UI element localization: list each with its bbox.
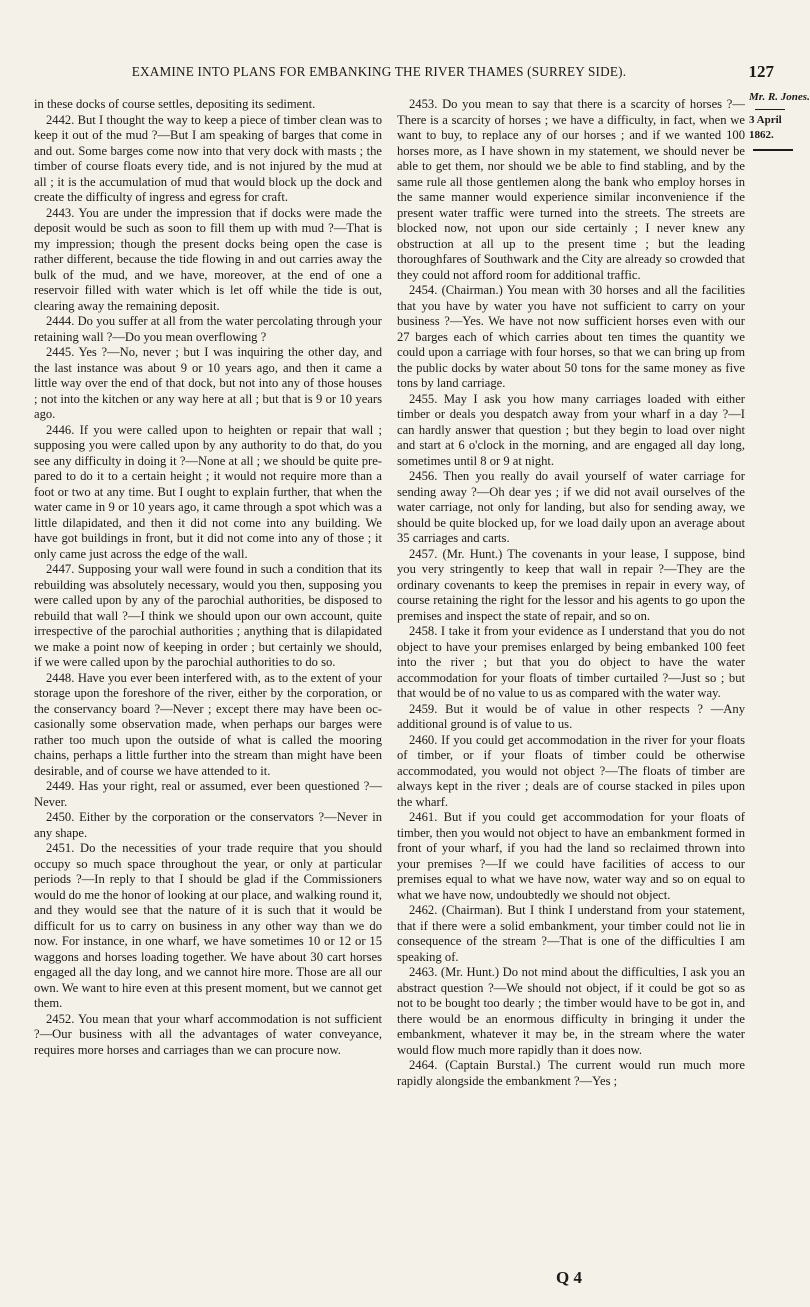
paragraph: 2452. You mean that your wharf accommodation is not sufficient ?—Our business with all the advantages of water conveyance, requires more horses and carriages than we can procure now. (34, 1011, 382, 1057)
page-number: 127 (748, 62, 774, 81)
page-header (34, 62, 774, 86)
paragraph: 2451. Do the necessities of your trade require that you should occupy so much space throughout the year, or only at particular periods ?—In reply to that I should be glad if the Commissioners would do me the honor of looking at our place, and walking round it, and they would see that the nature of it is such that it would be difficult for us to carry on business in any other way than we do now. For instance, in one wharf, we have sometimes 10 or 12 or 15 waggons and horses loading together. We have about 30 cart horses engaged all the day long, and we cannot hire more. Those are all our own. We want to hire even at this present moment, but we cannot get them. (34, 841, 383, 1010)
witness-name: Mr. R. Jones. (749, 91, 810, 103)
paragraph: 2454. (Chairman.) You mean with 30 horses and all the facilities that you have by water you have not sufficient to carry on your business ?—Yes. We have not now sufficient horses even with our 27 barges each of which carries about ten times the quantity we could upon a carriage with four horses, so that we can bring up from the public docks by water about 50 tons for the same money as five tons by land carriage. (397, 283, 745, 390)
paragraph: 2462. (Chairman). But I think I understand from your statement, that if there were a solid embankment, your timber could not lie in consequence of the stream ?—That is one of the difficulties I am speaking of. (397, 903, 745, 964)
paragraph: 2453. Do you mean to say that there is a scarcity of horses ?—There is a scarcity of horses ; we have a difficulty, in fact, when we want to buy, to replace any of our horses ; and if we wanted 100 horses more, as I have shown in my statement, we should never be able to get them, nor should we be able to find stabling, and by the same rule all those gentlemen along the bank who employ horses in the same manner would experience similar inconvenience if the present water traffic were turned into the streets. The streets are blocked now, not upon our side certainly ; I never knew any obstruction at all up to the present time ; but the leading thoroughfares of Southwark and the City are already so crowded that they could not afford room for additional traffic. (397, 97, 745, 282)
paragraph: 2449. Has your right, real or assumed, ever been questioned ?—Never. (34, 779, 382, 809)
paragraph: 2457. (Mr. Hunt.) The covenants in your lease, I suppose, bind you very stringently to keep that wall in repair ?—They are the ordinary covenants to keep the premises in repair in every way, of course retaining the right for the lessor and his agents to go upon the premises and inspect the state of repair, and so on. (397, 546, 745, 623)
paragraph: 2444. Do you suffer at all from the water percolating through your retaining wall ?—Do you mean overflowing ? (34, 314, 382, 344)
signature-mark: Q 4 (556, 1268, 582, 1287)
paragraph: 2446. If you were called upon to heighten or repair that wall ; supposing you were called upon by any authority to do that, do you see any difficulty in doing it ?—None at all ; we should be quite prepared to do it to a certain height ; it would not require more than a foot or two at any time. But I ought to explain further, that when the water came in 9 or 10 years ago, it came through a spot which was a little dilapidated, and then it did not come into any building. We have got buildings in front, but it did not come into any of those ; it only came just across the edge of the wall. (34, 422, 382, 561)
paragraph: 2442. But I thought the way to keep a piece of timber clean was to keep it out of the mud ?—But I am speaking of barges that come in and out. Some barges come now into that very dock with masts ; the timber of course floats every tide, and is not injured by the mud at all ; it is the accumulation of mud that would block up the dock and create the difficulty of ingress and egress for craft. (34, 112, 382, 204)
paragraph: in these docks of course settles, depositing its sediment. (34, 97, 316, 111)
paragraph: 2455. May I ask you how many carriages loaded with either timber or deals you despatch away from your wharf in a day ?—I can hardly answer that question ; but they begin to load over night and start at 6 o'clock in the morning, and are engaged all day long, sometimes until 8 or 9 at night. (397, 391, 745, 468)
paragraph: 2463. (Mr. Hunt.) Do not mind about the difficulties, I ask you an abstract question ?—We should not object, if it could be got so as not to be bought too dearly ; the timber would have to be got in, and there would be an enormous difficulty in bringing it under the embankment, whatever it may be, in the stream where the water would flow much more rapidly than it does now. (397, 965, 745, 1057)
margin-rule (755, 109, 785, 110)
running-title: EXAMINE INTO PLANS FOR EMBANKING THE RIVER THAMES (SURREY SIDE). (131, 64, 627, 79)
paragraph: 2458. I take it from your evidence as I understand that you do not object to have your premises enlarged by being embanked 100 feet into the river ; but that you do object to have the water accommodation for your floats of timber curtailed ?—Just so ; but that would be of no value to us as compared with the water way. (397, 624, 745, 700)
right-column (397, 97, 745, 1089)
paragraph: 2445. Yes ?—No, never ; but I was inquiring the other day, and the last instance was about 9 or 10 years ago, and then it came a little way over the end of that dock, but not into any of those houses ; not into the kitchen or any way here at all ; but that is 9 or 10 years ago. (34, 345, 382, 421)
left-column (34, 97, 382, 1058)
hearing-date: 3 April 1862. (749, 114, 782, 141)
paragraph: 2456. Then you really do avail yourself of water carriage for sending away ?—Oh dear yes ; if we did not avail ourselves of the water carriage, not only for landing, but also for sending away, we should be quite blocked up, for we load daily upon an average about 35 carriages and carts. (397, 469, 745, 545)
paragraph: 2443. You are under the impression that if docks were made the deposit would be such as soon to fill them up with mud ?—That is my impression; though the present docks being open the case is rather different, because the tide flowing in and out carries away the bulk of the mud, and we have, moreover, at the end of one a reservoir filled with water which is let off while the tide is out, clearing away the remaining deposit. (34, 205, 382, 313)
margin-note (749, 90, 810, 151)
paragraph: 2459. But it would be of value in other respects ? —Any additional ground is of value to us. (397, 701, 745, 731)
paragraph: 2464. (Captain Burstal.) The current would run much more rapidly alongside the embankment ?—Yes ; (397, 1058, 745, 1088)
paragraph: 2460. If you could get accommodation in the river for your floats of timber, or if your floats of timber could be otherwise accommodated, you would not object ?—The floats of timber are always kept in the river ; deals are of course stacked in piles upon the wharf. (397, 732, 745, 809)
paragraph: 2448. Have you ever been interfered with, as to the extent of your storage upon the foreshore of the river, either by the corporation, or the conservancy board ?—Never ; except there may have been occasionally some observation made, when perhaps our barges were rather too much upon the outside of what is called the mooring chains, perhaps a little further into the stream than might have been desirable, and of course we have attended to it. (34, 670, 382, 778)
paragraph: 2447. Supposing your wall were found in such a condition that its rebuilding was absolutely necessary, would you then, supposing you were called upon by any of the parochial authorities, be disposed to rebuild that wall ?—I think we should upon our own account, quite irrespective of the parochial authorities ; anything that is dilapidated we make a point now of keeping in order ; but certainly we should, if we were called upon by the parochial authorities to do so. (34, 562, 382, 669)
paragraph: 2461. But if you could get accommodation for your floats of timber, then you would not object to have an embankment formed in front of your wharf, if you had the land so reclaimed thrown into your premises ?—If we could have facilities of access to our premises equal to what we have now, water way and so on equal to what we have now, undoubtedly we should not object. (397, 810, 745, 902)
margin-rule (753, 149, 793, 151)
paragraph: 2450. Either by the corporation or the conservators ?—Never in any shape. (34, 810, 382, 840)
